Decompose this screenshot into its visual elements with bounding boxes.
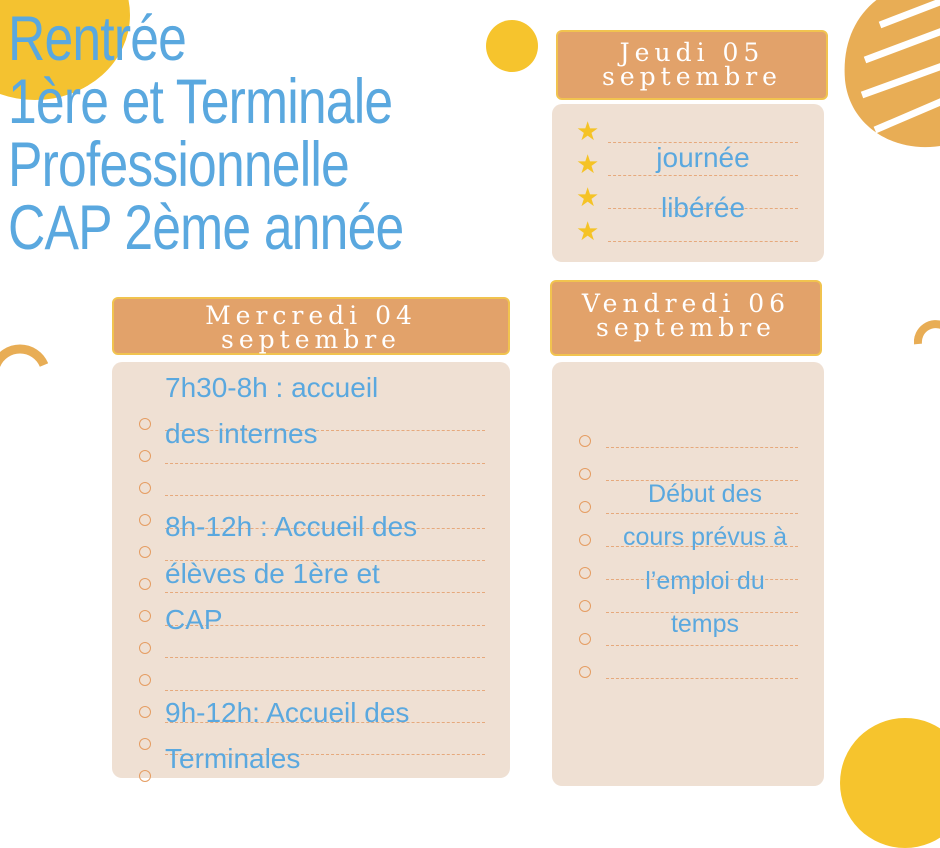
schedule-item: 7h30-8h : accueil xyxy=(165,372,379,403)
circle-bullet-icon xyxy=(139,450,151,462)
page-title xyxy=(8,4,404,263)
monstera-leaf-icon xyxy=(820,0,940,160)
star-icon: ★ xyxy=(576,116,600,146)
jeudi-header xyxy=(556,30,828,100)
vendredi-text: Début des xyxy=(648,480,762,508)
schedule-item: 8h-12h : Accueil des xyxy=(165,511,418,542)
circle-bullet-icon xyxy=(579,468,591,480)
circle-bullet-icon xyxy=(139,642,151,654)
circle-bullet-icon xyxy=(139,514,151,526)
header-day: Mercredi 04 xyxy=(205,301,417,330)
circle-bullet-icon xyxy=(579,633,591,645)
header-month: septembre xyxy=(221,325,401,354)
circle-bullet-icon xyxy=(139,546,151,558)
star-icon: ★ xyxy=(576,216,600,246)
circle-bullet-icon xyxy=(139,418,151,430)
schedule-item: élèves de 1ère et xyxy=(165,558,380,589)
circle-bullet-icon xyxy=(139,706,151,718)
circle-bullet-icon xyxy=(579,435,591,447)
vendredi-text: cours prévus à xyxy=(623,523,787,551)
vendredi-text: temps xyxy=(670,610,740,638)
circle-bullet-icon xyxy=(139,482,151,494)
header-month: septembre xyxy=(602,62,782,91)
jeudi-text: journée xyxy=(656,142,750,173)
dotted-line xyxy=(606,513,798,514)
circle-bullet-icon xyxy=(139,610,151,622)
decorative-yellow-dot xyxy=(486,20,538,72)
vendredi-text: l’emploi du xyxy=(645,567,765,595)
circle-bullet-icon xyxy=(139,674,151,686)
title-line: Rentrée xyxy=(8,4,187,74)
circle-bullet-icon xyxy=(579,501,591,513)
dotted-line xyxy=(165,495,485,496)
mercredi-header xyxy=(112,297,510,355)
star-icon: ★ xyxy=(576,182,600,212)
schedule-item: Terminales xyxy=(165,743,301,774)
jeudi-text: libérée xyxy=(660,192,746,223)
circle-bullet-icon xyxy=(139,738,151,750)
decorative-sun xyxy=(840,718,940,848)
vendredi-header xyxy=(550,280,822,356)
schedule-item: des internes xyxy=(165,418,318,449)
circle-bullet-icon xyxy=(579,567,591,579)
dotted-line xyxy=(165,657,485,658)
decorative-arc-icon xyxy=(0,325,48,369)
dotted-line xyxy=(165,592,485,593)
header-day: Vendredi 06 xyxy=(581,289,791,318)
decorative-arc-icon xyxy=(914,318,940,348)
circle-bullet-icon xyxy=(139,770,151,782)
dotted-line xyxy=(606,678,798,679)
header-month: septembre xyxy=(596,313,776,342)
circle-bullet-icon xyxy=(579,666,591,678)
header-day: Jeudi 05 xyxy=(619,38,765,67)
title-line: CAP 2ème année xyxy=(8,193,404,263)
dotted-line xyxy=(165,690,485,691)
schedule-item: 9h-12h: Accueil des xyxy=(165,697,410,728)
circle-bullet-icon xyxy=(139,578,151,590)
circle-bullet-icon xyxy=(579,534,591,546)
title-line: Professionnelle xyxy=(8,130,349,200)
dotted-line xyxy=(608,241,798,242)
dotted-line xyxy=(606,645,798,646)
title-line: 1ère et Terminale xyxy=(8,67,393,137)
dotted-line xyxy=(608,175,798,176)
dotted-line xyxy=(606,447,798,448)
circle-bullet-icon xyxy=(579,600,591,612)
star-icon: ★ xyxy=(576,149,600,179)
schedule-item: CAP xyxy=(165,604,223,635)
dotted-line xyxy=(165,463,485,464)
